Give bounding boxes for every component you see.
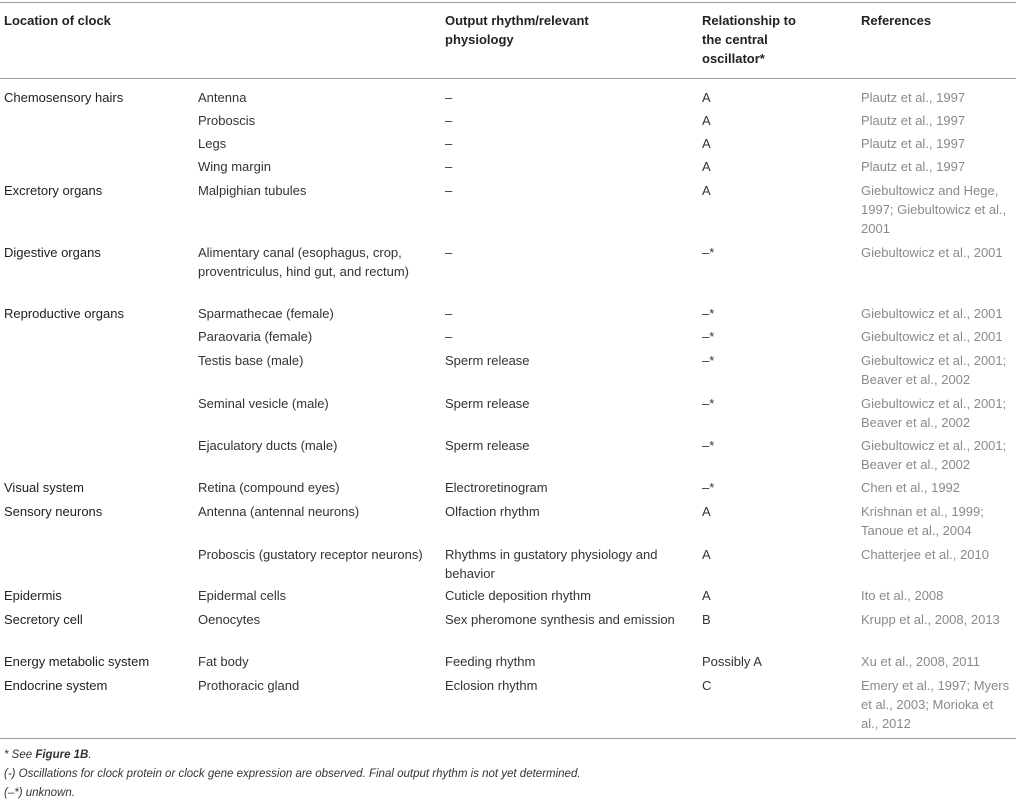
row-reference: Plautz et al., 1997 (861, 90, 966, 105)
row-output: – (445, 136, 453, 151)
row-reference: Giebultowicz et al., 2001 (861, 306, 1003, 321)
row-reference: Plautz et al., 1997 (861, 159, 966, 174)
row-tissue: Retina (compound eyes) (198, 480, 340, 495)
row-reference: Plautz et al., 1997 (861, 136, 966, 151)
row-group: Chemosensory hairs (4, 90, 124, 105)
row-relationship: A (702, 159, 711, 174)
header-relationship: Relationship to the central oscillator* (702, 13, 796, 66)
row-reference: Plautz et al., 1997 (861, 113, 966, 128)
row-tissue: Proboscis (gustatory receptor neurons) (198, 547, 423, 562)
row-tissue: Sparmathecae (female) (198, 306, 334, 321)
row-relationship: –* (702, 329, 715, 344)
row-group: Secretory cell (4, 612, 83, 627)
row-reference: Giebultowicz et al., 2001 (861, 329, 1003, 344)
row-output: – (445, 329, 453, 344)
row-relationship: –* (702, 245, 715, 260)
row-group: Reproductive organs (4, 306, 124, 321)
row-reference: Krupp et al., 2008, 2013 (861, 612, 1000, 627)
row-reference: Chatterjee et al., 2010 (861, 547, 989, 562)
row-relationship: A (702, 113, 711, 128)
row-reference: Krishnan et al., 1999; Tanoue et al., 2004 (861, 504, 984, 538)
footnote-asterisk (4, 747, 92, 763)
table-bottom-rule (0, 738, 1016, 739)
row-output: – (445, 306, 453, 321)
row-output: – (445, 113, 453, 128)
row-relationship: A (702, 90, 711, 105)
row-tissue: Epidermal cells (198, 588, 287, 603)
row-tissue: Paraovaria (female) (198, 329, 313, 344)
row-relationship: A (702, 547, 711, 562)
row-output: – (445, 245, 453, 260)
row-tissue: Alimentary canal (esophagus, crop, proventriculus, hind gut, and rectum) (198, 245, 409, 279)
header-output: Output rhythm/relevant physiology (445, 13, 589, 47)
row-output: Eclosion rhythm (445, 678, 538, 693)
row-tissue: Antenna (antennal neurons) (198, 504, 360, 519)
row-output: Sperm release (445, 396, 530, 411)
row-relationship: A (702, 136, 711, 151)
header-references: References (861, 13, 932, 28)
row-output: Sperm release (445, 353, 530, 368)
row-reference: Giebultowicz et al., 2001; Beaver et al., 2002 (861, 396, 1007, 430)
row-tissue: Legs (198, 136, 227, 151)
row-relationship: –* (702, 438, 715, 453)
row-tissue: Wing margin (198, 159, 271, 174)
row-output: Cuticle deposition rhythm (445, 588, 591, 603)
row-tissue: Oenocytes (198, 612, 261, 627)
row-relationship: C (702, 678, 712, 693)
row-group: Epidermis (4, 588, 62, 603)
row-relationship: B (702, 612, 711, 627)
row-group: Energy metabolic system (4, 654, 150, 669)
table-top-rule (0, 2, 1016, 3)
row-output: – (445, 90, 453, 105)
footnote-asterisk-suffix: . (88, 749, 92, 761)
row-relationship: A (702, 504, 711, 519)
row-output: Electroretinogram (445, 480, 548, 495)
header-location: Location of clock (4, 13, 111, 28)
row-reference: Giebultowicz et al., 2001 (861, 245, 1003, 260)
row-group: Excretory organs (4, 183, 103, 198)
row-relationship: –* (702, 396, 715, 411)
row-output: Sex pheromone synthesis and emission (445, 612, 675, 627)
row-tissue: Fat body (198, 654, 249, 669)
row-reference: Chen et al., 1992 (861, 480, 961, 495)
row-relationship: Possibly A (702, 654, 762, 669)
row-relationship: –* (702, 306, 715, 321)
row-group: Sensory neurons (4, 504, 103, 519)
row-tissue: Testis base (male) (198, 353, 304, 368)
row-tissue: Antenna (198, 90, 247, 105)
row-relationship: A (702, 183, 711, 198)
row-output: – (445, 159, 453, 174)
row-reference: Giebultowicz and Hege, 1997; Giebultowicz et al., 2001 (861, 183, 1007, 236)
row-tissue: Seminal vesicle (male) (198, 396, 329, 411)
row-output: Feeding rhythm (445, 654, 536, 669)
row-output: – (445, 183, 453, 198)
footnote-unknown: (–*) unknown. (4, 787, 75, 799)
row-output: Sperm release (445, 438, 530, 453)
row-output: Rhythms in gustatory physiology and behavior (445, 547, 658, 581)
row-reference: Giebultowicz et al., 2001; Beaver et al., 2002 (861, 438, 1007, 472)
footnote-oscillations: (-) Oscillations for clock protein or clock gene expression are observed. Final output rhythm is not yet determined. (4, 768, 581, 780)
row-reference: Ito et al., 2008 (861, 588, 944, 603)
row-relationship: –* (702, 480, 715, 495)
row-tissue: Malpighian tubules (198, 183, 307, 198)
row-group: Endocrine system (4, 678, 108, 693)
table-header-rule (0, 78, 1016, 79)
footnote-asterisk-prefix: * See (4, 749, 36, 761)
row-reference: Xu et al., 2008, 2011 (861, 654, 981, 669)
row-tissue: Ejaculatory ducts (male) (198, 438, 338, 453)
row-reference: Giebultowicz et al., 2001; Beaver et al., 2002 (861, 353, 1007, 387)
row-tissue: Proboscis (198, 113, 256, 128)
row-tissue: Prothoracic gland (198, 678, 300, 693)
footnote-figure-link[interactable]: Figure 1B (35, 749, 89, 761)
row-relationship: –* (702, 353, 715, 368)
row-reference: Emery et al., 1997; Myers et al., 2003; Morioka et al., 2012 (861, 678, 1010, 731)
row-output: Olfaction rhythm (445, 504, 540, 519)
row-group: Digestive organs (4, 245, 101, 260)
row-relationship: A (702, 588, 711, 603)
row-group: Visual system (4, 480, 84, 495)
